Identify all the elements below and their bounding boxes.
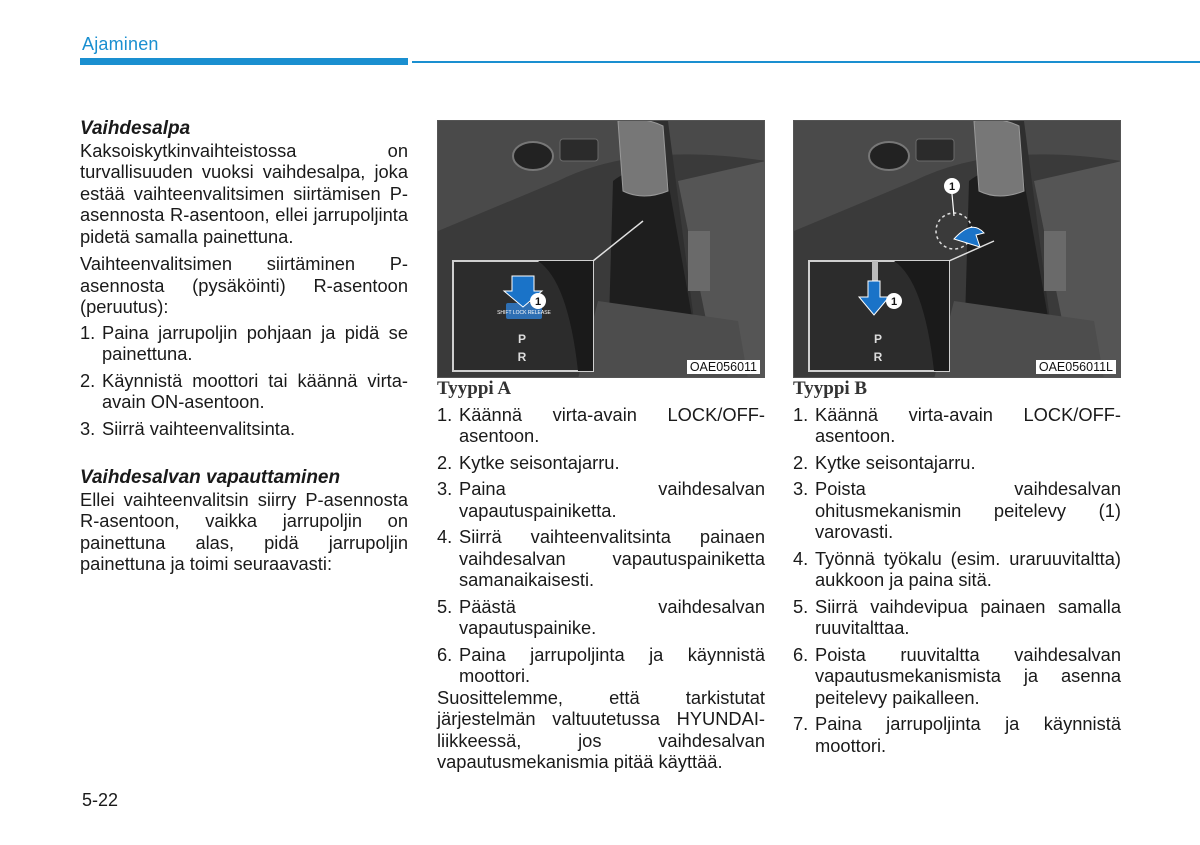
list-item: 3. Siirrä vaihteenvalitsinta.	[80, 417, 296, 439]
type-b-column	[793, 120, 1121, 756]
list-item: 2. Kytke seisontajarru.	[793, 451, 976, 473]
heading-release: Vaihdesalvan vapauttaminen	[80, 467, 341, 488]
list-item: 3. Paina vaihdesalvan vapautuspainiketta.	[437, 478, 765, 521]
left-column	[80, 118, 408, 575]
list-item: 2. Kytke seisontajarru.	[437, 451, 620, 473]
list-item: 2. Käynnistä moottori tai käännä virta-avain ON-asentoon.	[80, 369, 408, 412]
type-a-photo	[437, 120, 765, 378]
paragraph-release: Ellei vaihteenvalitsin siirry P-asennosta R-asentoon, vaikka jarrupoljin on painettuna alas, pidä jarrupoljin painettuna ja toimi seuraavasti:	[80, 488, 408, 574]
svg-text:1: 1	[534, 296, 542, 308]
svg-text:R: R	[873, 350, 883, 364]
svg-text:R: R	[517, 350, 527, 364]
heading-vaihdesalpa: Vaihdesalpa	[80, 118, 191, 139]
list-item: 1. Käännä virta-avain LOCK/OFF-asentoon.	[793, 403, 1121, 446]
image-code-a: OAE056011	[687, 360, 760, 374]
svg-text:1: 1	[948, 181, 956, 193]
caption-type-b: Tyyppi B	[793, 378, 868, 399]
caption-type-a: Tyyppi A	[437, 378, 512, 399]
section-title: Ajaminen	[82, 34, 159, 54]
list-item: 4. Siirrä vaihteenvalitsinta painaen vaihdesalvan vapautuspainiketta samanaikaisesti.	[437, 526, 765, 590]
paragraph-intro: Kaksoiskytkinvaihteistossa on turvallisuuden vuoksi vaihdesalpa, joka estää vaihteenvalitsimen siirtämisen P-asennosta R-asentoon, ellei jarrupoljinta pidetä samalla painettuna.	[80, 139, 408, 247]
paragraph-shift-instructions: Vaihteenvalitsimen siirtäminen P-asennosta (pysäköinti) R-asentoon (peruutus):	[80, 253, 408, 317]
type-b-photo	[793, 120, 1121, 378]
list-item: 4. Työnnä työkalu (esim. uraruuvitaltta) aukkoon ja paina sitä.	[793, 547, 1121, 590]
list-item: 3. Poista vaihdesalvan ohitusmekanismin peitelevy (1) varovasti.	[793, 478, 1121, 542]
svg-text:1: 1	[890, 296, 898, 308]
svg-text:P: P	[517, 332, 527, 346]
image-code-b: OAE056011L	[1036, 360, 1116, 374]
list-item: 7. Paina jarrupoljinta ja käynnistä moottori.	[793, 713, 1121, 756]
header-rule-right	[412, 61, 1200, 63]
svg-text:P: P	[873, 332, 883, 346]
gear-shifter-illustration-a	[438, 121, 765, 378]
type-a-steps-list	[437, 404, 765, 687]
type-a-column	[437, 120, 765, 773]
svg-text:SHIFT LOCK RELEASE: SHIFT LOCK RELEASE	[497, 310, 551, 316]
list-item: 5. Siirrä vaihdevipua painaen samalla ruuvitalttaa.	[793, 595, 1121, 638]
list-item: 6. Poista ruuvitaltta vaihdesalvan vapautusmekanismista ja asenna peitelevy paikalleen.	[793, 643, 1121, 708]
list-item: 1. Käännä virta-avain LOCK/OFF-asentoon.	[437, 403, 765, 446]
shift-steps-list	[80, 322, 408, 440]
list-item: 1. Paina jarrupoljin pohjaan ja pidä se painettuna.	[80, 321, 408, 364]
type-b-steps-list	[793, 404, 1121, 757]
list-item: 5. Päästä vaihdesalvan vapautuspainike.	[437, 595, 765, 638]
gear-shifter-illustration-b	[794, 121, 1121, 378]
header-bar-left	[80, 58, 408, 65]
list-item: 6. Paina jarrupoljinta ja käynnistä moottori.	[437, 643, 765, 686]
paragraph-recommendation: Suosittelemme, että tarkistutat järjestelmän valtuutetussa HYUNDAI-liikkeessä, jos vaihdesalvan vapautusmekanismia pitää käyttää.	[437, 686, 765, 772]
page-number: 5-22	[82, 790, 119, 810]
